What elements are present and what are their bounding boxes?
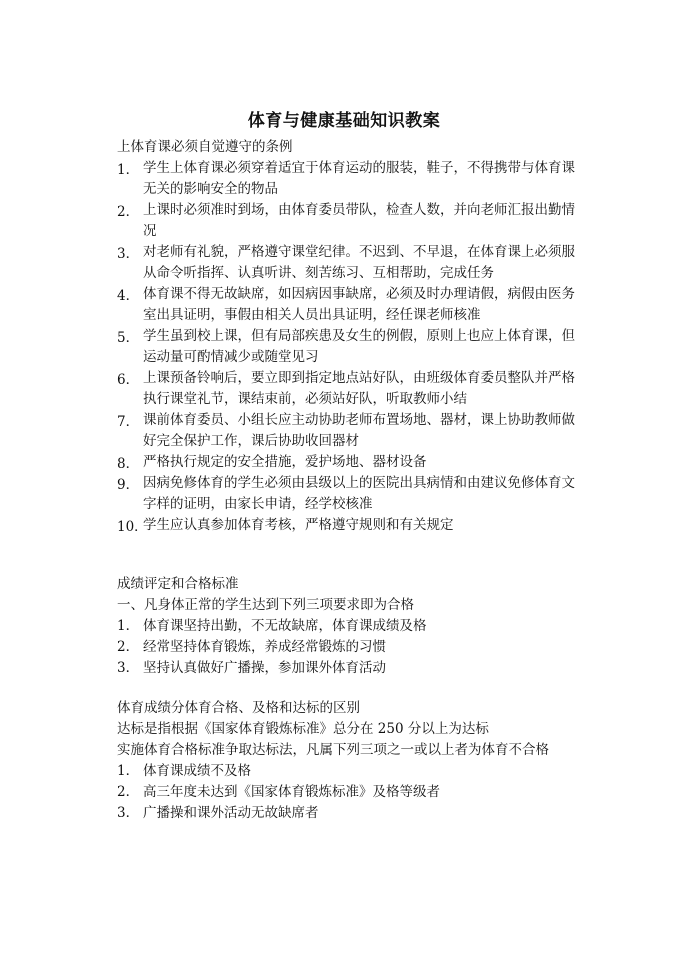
rules-heading: 上体育课必须自觉遵守的条例 [117, 139, 293, 155]
rule-text: 严格执行规定的安全措施，爱护场地、器材设备 [143, 454, 427, 470]
fail-number: 2． [117, 784, 140, 800]
rule-text: 课前体育委员、小组长应主动协助老师布置场地、器材，课上协助教师做好完全保护工作，课后协助收回器材 [143, 412, 575, 449]
grading-text: 体育课坚持出勤，不无故缺席，体育课成绩及格 [143, 618, 427, 634]
fail-text: 广播操和课外活动无故缺席者 [143, 805, 319, 821]
fail-number: 3． [117, 805, 140, 821]
fail-text: 体育课成绩不及格 [143, 763, 251, 779]
rule-text: 学生应认真参加体育考核，严格遵守规则和有关规定 [143, 517, 454, 533]
rule-text: 体育课不得无故缺席，如因病因事缺席，必须及时办理请假，病假由医务室出具证明，事假由相关人员出具证明，经任课老师核准 [143, 286, 575, 323]
grading-number: 2． [117, 639, 140, 655]
rule-text: 上课预备铃响后，要立即到指定地点站好队，由班级体育委员整队并严格执行课堂礼节，课结束前，必须站好队，听取教师小结 [143, 370, 575, 407]
rule-text: 学生虽到校上课，但有局部疾患及女生的例假，原则上也应上体育课，但运动量可酌情减少或随堂见习 [143, 328, 575, 365]
grading-item-3 [117, 658, 577, 679]
rule-number: 3． [117, 246, 140, 262]
rule-item-5 [117, 326, 577, 368]
rule-number: 6． [117, 372, 140, 388]
rule-item-1 [117, 158, 577, 200]
rule-item-10 [117, 515, 577, 536]
rule-item-3 [117, 242, 577, 284]
fail-item-3 [117, 803, 577, 824]
rule-number: 4． [117, 288, 140, 304]
grading-number: 3． [117, 660, 140, 676]
fail-text: 高三年度未达到《国家体育锻炼标准》及格等级者 [143, 784, 440, 800]
fail-number: 1． [117, 763, 140, 779]
rules-section [117, 137, 577, 536]
rule-text: 上课时必须准时到场，由体育委员带队，检查人数，并向老师汇报出勤情况 [143, 202, 575, 239]
rule-number: 10． [117, 519, 148, 535]
distinction-section [117, 698, 577, 824]
rule-text: 学生上体育课必须穿着适宜于体育运动的服装，鞋子，不得携带与体育课无关的影响安全的物品 [143, 160, 575, 197]
distinction-line-1: 达标是指根据《国家体育锻炼标准》总分在 250 分以上为达标 [117, 721, 489, 737]
grading-number: 1． [117, 618, 140, 634]
rule-number: 1． [117, 162, 140, 178]
document-title: 体育与健康基础知识教案 [247, 111, 441, 131]
rule-item-4 [117, 284, 577, 326]
distinction-line-2: 实施体育合格标准争取达标法，凡属下列三项之一或以上者为体育不合格 [117, 742, 549, 758]
rule-number: 2． [117, 204, 140, 220]
rule-item-9 [117, 473, 577, 515]
fail-item-2 [117, 782, 577, 803]
grading-heading: 成绩评定和合格标准 [117, 576, 239, 592]
rule-text: 对老师有礼貌，严格遵守课堂纪律。不迟到、不早退，在体育课上必须服从命令听指挥、认真听讲、刻苦练习、互相帮助，完成任务 [143, 244, 575, 281]
rule-number: 5． [117, 330, 140, 346]
rule-item-8 [117, 452, 577, 473]
distinction-heading: 体育成绩分体育合格、及格和达标的区别 [117, 700, 360, 716]
rule-number: 7． [117, 414, 140, 430]
fail-item-1 [117, 761, 577, 782]
grading-section [117, 574, 577, 679]
rule-number: 9． [117, 477, 140, 493]
rule-item-6 [117, 368, 577, 410]
grading-item-1 [117, 616, 577, 637]
rule-item-7 [117, 410, 577, 452]
grading-item-2 [117, 637, 577, 658]
grading-text: 坚持认真做好广播操，参加课外体育活动 [143, 660, 386, 676]
grading-text: 经常坚持体育锻炼，养成经常锻炼的习惯 [143, 639, 386, 655]
rule-item-2 [117, 200, 577, 242]
rule-text: 因病免修体育的学生必须由县级以上的医院出具病情和由建议免修体育文字样的证明，由家长申请，经学校核准 [143, 475, 575, 512]
rule-number: 8． [117, 456, 140, 472]
grading-subheading: 一、凡身体正常的学生达到下列三项要求即为合格 [117, 597, 414, 613]
